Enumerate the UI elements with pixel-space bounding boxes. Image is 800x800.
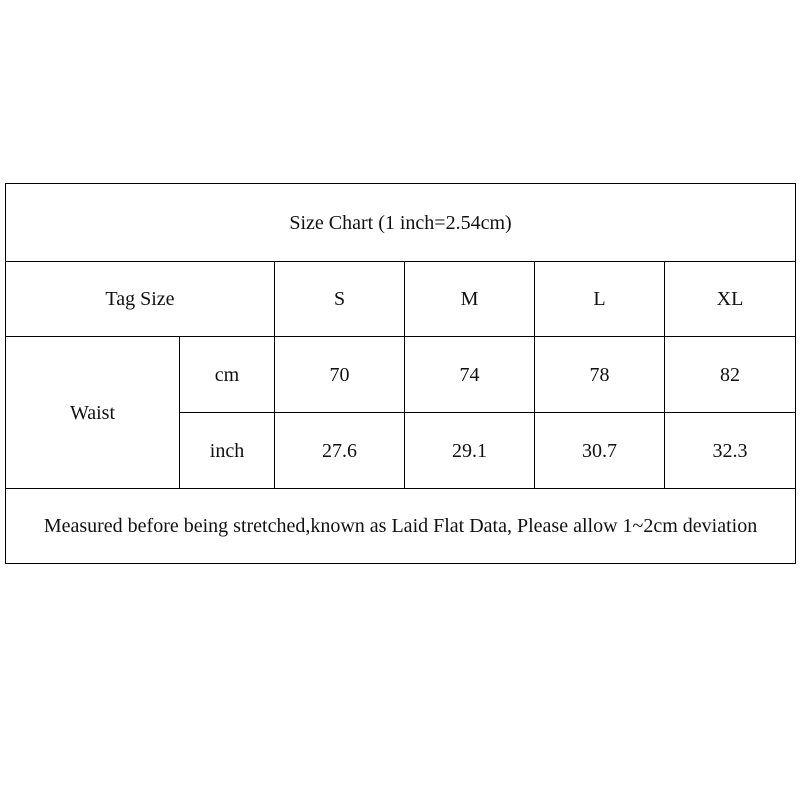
waist-cm-m: 74 (405, 337, 535, 413)
waist-inch-s: 27.6 (275, 413, 405, 489)
waist-cm-s: 70 (275, 337, 405, 413)
size-chart-table (5, 183, 796, 564)
tag-size-label: Tag Size (6, 262, 275, 337)
waist-label: Waist (6, 337, 180, 489)
waist-inch-l: 30.7 (535, 413, 665, 489)
waist-inch-xl: 32.3 (665, 413, 796, 489)
size-header-xl: XL (665, 262, 796, 337)
unit-inch-label: inch (180, 413, 275, 489)
note-row (6, 489, 796, 564)
waist-cm-xl: 82 (665, 337, 796, 413)
header-row (6, 262, 796, 337)
size-chart-title: Size Chart (1 inch=2.54cm) (6, 184, 796, 262)
title-row (6, 184, 796, 262)
unit-cm-label: cm (180, 337, 275, 413)
measurement-note: Measured before being stretched,known as Laid Flat Data, Please allow 1~2cm deviation (6, 489, 796, 564)
size-header-s: S (275, 262, 405, 337)
size-header-m: M (405, 262, 535, 337)
waist-cm-l: 78 (535, 337, 665, 413)
table-row-cm (6, 337, 796, 413)
size-header-l: L (535, 262, 665, 337)
waist-inch-m: 29.1 (405, 413, 535, 489)
